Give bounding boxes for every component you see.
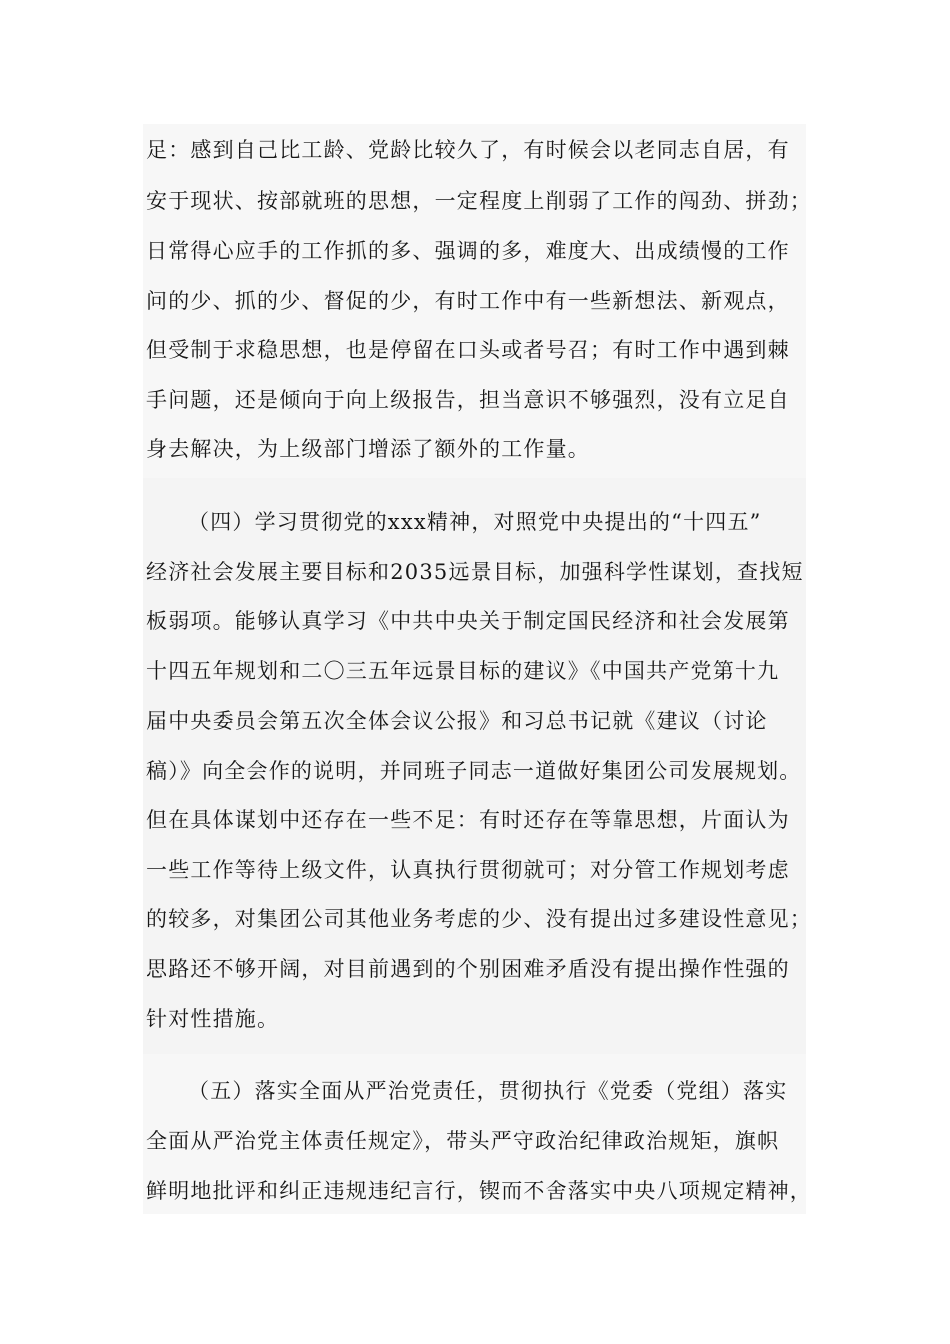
text-line: 届中央委员会第五次全体会议公报》和习总书记就《建议（讨论: [146, 709, 768, 733]
text-line: 全面从严治党主体责任规定》，带头严守政治纪律政治规矩，旗帜: [146, 1129, 780, 1153]
text-line: 经济社会发展主要目标和2035远景目标，加强科学性谋划，查找短: [146, 560, 804, 584]
text-line: 板弱项。能够认真学习《中共中央关于制定国民经济和社会发展第: [146, 609, 790, 633]
text-line: 针对性措施。: [146, 1007, 280, 1031]
text-line: （四）学习贯彻党的xxx精神，对照党中央提出的“十四五”: [188, 510, 762, 534]
text-line: 日常得心应手的工作抓的多、强调的多，难度大、出成绩慢的工作: [146, 239, 790, 263]
text-line: 一些工作等待上级文件，认真执行贯彻就可；对分管工作规划考虑: [146, 858, 790, 882]
text-line: （五）落实全面从严治党责任，贯彻执行《党委（党组）落实: [188, 1079, 788, 1103]
text-line: 思路还不够开阔，对目前遇到的个别困难矛盾没有提出操作性强的: [146, 957, 790, 981]
text-line: 但受制于求稳思想，也是停留在口头或者号召；有时工作中遇到棘: [146, 338, 790, 362]
text-line: 手问题，还是倾向于向上级报告，担当意识不够强烈，没有立足自: [146, 388, 790, 412]
text-line: 但在具体谋划中还存在一些不足：有时还存在等靠思想，片面认为: [146, 808, 790, 832]
text-line: 足：感到自己比工龄、党龄比较久了，有时候会以老同志自居，有: [146, 138, 790, 162]
text-line: 鲜明地批评和纠正违规违纪言行，锲而不舍落实中央八项规定精神，: [146, 1179, 812, 1203]
text-line: 的较多，对集团公司其他业务考虑的少、没有提出过多建设性意见；: [146, 907, 812, 931]
text-line: 问的少、抓的少、督促的少，有时工作中有一些新想法、新观点，: [146, 289, 790, 313]
text-line: 稿）》向全会作的说明，并同班子同志一道做好集团公司发展规划。: [146, 759, 802, 783]
text-line: 十四五年规划和二〇三五年远景目标的建议》《中国共产党第十九: [146, 659, 780, 683]
text-line: 身去解决，为上级部门增添了额外的工作量。: [146, 437, 590, 461]
text-line: 安于现状、按部就班的思想，一定程度上削弱了工作的闯劲、拼劲；: [146, 189, 812, 213]
